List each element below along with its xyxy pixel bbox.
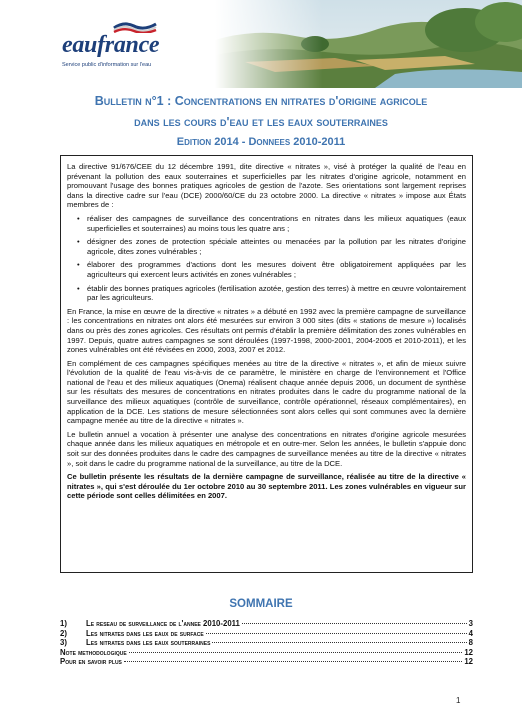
toc-label: Les nitrates dans les eaux de surface [86, 628, 204, 638]
toc-number: 3) [60, 638, 67, 648]
history-paragraph: En France, la mise en œuvre de la directive « nitrates » a débuté en 1992 avec la première campagne de surveillance : les concentrations en nitrates ont alors été mesurées sur environ 3 000 sites (dits « stations de mesure ») localisés dans ou près des zones agricoles. Ces résultats ont permis d'établir la première délimitation des zones vulnérables en 1997. Depuis, quatre autres campagnes se sont déroulées (1997-1998, 2000-2001, 2004-2005 et 2010-2011), et les zones vulnérables ont été révisées en 2000, 2003, 2007 et 2012. [67, 306, 466, 355]
page-number: 1 [456, 696, 461, 705]
toc-entry[interactable] [60, 657, 473, 667]
toc-leader [129, 652, 463, 653]
toc-label: Pour en savoir plus [60, 657, 122, 667]
bulletin-subtitle: dans les cours d'eau et les eaux souterraines [134, 115, 388, 129]
toc-number: 1) [60, 619, 67, 628]
intro-paragraph: La directive 91/676/CEE du 12 décembre 1991, dite directive « nitrates », visé à protéger la qualité de l'eau en prévenant la pollution des eaux souterraines et superficielles par les nitrates d'origine agricole, notamment en promouvant l'usage des bonnes pratiques agricoles de gestion de l'azote. Ses orientations sont largement reprises dans la directive cadre sur l'eau (DCE) 2000/60/CE du 23 octobre 2000. La directive « nitrates » impose aux États membres de : [67, 162, 466, 210]
complement-paragraph: En complément de ces campagnes spécifiques menées au titre de la directive « nitrates », et afin de mieux suivre l'évolution de la qualité de l'eau vis-à-vis de ce paramètre, le ministère en charge de l'environnement et l'Office national de l'eau et des milieux aquatiques (Onema) réalisent chaque année depuis 2006, un document de synthèse sur les résultats des mesures de concentrations en nitrates produites dans le cadre du programme national de la surveillance des milieux aquatiques (contrôle de surveillance, contrôle opérationnel, réseaux complémentaires), en application de la DCE. Les stations de mesure sélectionnées sont alors celles qui sont communes avec la dernière campagne menée au titre de la directive « nitrates ». [67, 358, 466, 426]
bulletin-title: Bulletin n°1 : Concentrations en nitrates d'origine agricole [94, 94, 428, 108]
toc-label: Le reseau de surveillance de l'annee 2010-2011 [86, 619, 240, 628]
landscape-banner [215, 0, 522, 88]
toc-leader [206, 633, 467, 634]
toc-page: 12 [464, 647, 473, 657]
toc-number: 2) [60, 628, 67, 638]
obligations-list [67, 214, 466, 303]
intro-box [60, 155, 473, 573]
toc-entry[interactable] [60, 619, 473, 629]
toc-label: Note methodologique [60, 647, 127, 657]
toc-leader [124, 661, 462, 662]
list-item: • réaliser des campagnes de surveillance des concentrations en nitrates dans les milieux aquatiques (eaux superficielles et souterraines) au moins tous les quatre ans ; [77, 214, 466, 233]
toc-entry[interactable] [60, 638, 473, 648]
toc-leader [212, 642, 466, 643]
toc-page: 4 [468, 628, 473, 638]
list-item: • élaborer des programmes d'actions dont les mesures doivent être obligatoirement appliquées par les agriculteurs qui exercent leurs activités en zones vulnérables ; [77, 260, 466, 279]
toc-page: 8 [468, 638, 473, 648]
page-header [0, 0, 522, 88]
summary-paragraph: Ce bulletin présente les résultats de la dernière campagne de surveillance, réalisée au titre de la directive « nitrates », qui s'est déroulée du 1er octobre 2010 au 30 septembre 2011. Les zones vulnérables en vigueur sur cette période sont celles délimitées en 2007. [67, 472, 466, 501]
list-item: • désigner des zones de protection spéciale atteintes ou menacées par la pollution par les nitrates d'origine agricole, dites zones vulnérables ; [77, 237, 466, 256]
table-of-contents [60, 619, 473, 667]
list-item: • établir des bonnes pratiques agricoles (fertilisation azotée, gestion des terres) à mettre en œuvre volontairement par les agriculteurs. [77, 284, 466, 303]
bulletin-edition: Edition 2014 - Donnees 2010-2011 [176, 136, 346, 148]
bulletin-paragraph: Le bulletin annuel a vocation à présenter une analyse des concentrations en nitrates d'origine agricole mesurées chaque année dans les milieux aquatiques en métropole et en outre-mer. Selon les années, le bulletin s'appuie donc soit sur des données produites dans le cadre des campagnes de surveillance menées au titre de la directive « nitrates », soit dans le cadre du programme national de la surveillance, au titre de la DCE. [67, 429, 466, 468]
toc-entry[interactable] [60, 648, 473, 658]
toc-entry[interactable] [60, 629, 473, 639]
logo-text: eaufrance [62, 32, 160, 58]
toc-page: 12 [464, 657, 473, 667]
sommaire-title: SOMMAIRE [229, 598, 293, 610]
eaufrance-logo [60, 12, 200, 82]
toc-page: 3 [468, 619, 473, 628]
logo-tagline: Service public d'information sur l'eau [62, 62, 152, 68]
toc-leader [242, 623, 467, 624]
toc-label: Les nitrates dans les eaux souterraines [86, 638, 211, 648]
